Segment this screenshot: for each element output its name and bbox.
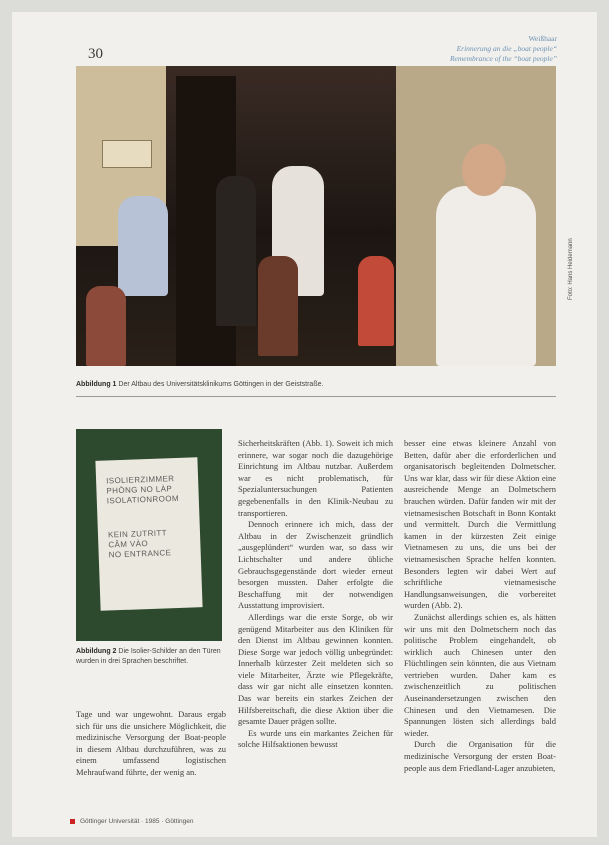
caption-divider bbox=[76, 396, 556, 397]
sign-line: NO ENTRANCE bbox=[108, 548, 172, 560]
text-column-3 bbox=[404, 438, 556, 774]
page-number: 30 bbox=[88, 46, 103, 62]
text-column-1 bbox=[76, 709, 226, 779]
sign-line: ISOLATIONROOM bbox=[106, 493, 180, 506]
running-head-title-en: Remembrance of the “boat people” bbox=[449, 54, 557, 63]
paragraph: Dennoch erinnere ich mich, dass der Altbau in der Zwischenzeit gründlich „ausgeplündert“ wurden war, so dass wir Lichtschalter und andere übliche Gebrauchsgegenstände dort wieder erneut besorgen mussten. Daher erfolgte die Beschaffung mit der notwendigen Ausstattung improvisiert. bbox=[238, 519, 393, 611]
footer-marker-icon bbox=[70, 819, 75, 824]
running-head bbox=[337, 34, 557, 64]
sign-line: PHÒNG NO LÀP bbox=[106, 484, 173, 496]
sign-line: KEIN ZUTRITT bbox=[107, 528, 168, 540]
text-column-2 bbox=[238, 438, 393, 751]
footer-text: Göttinger Universität · 1985 · Göttingen bbox=[80, 818, 194, 825]
figure1-caption bbox=[76, 381, 556, 388]
isolation-sign bbox=[95, 457, 202, 610]
paragraph: Tage und war ungewohnt. Daraus ergab sich für uns die unsichere Möglichkeit, die medizinische Versorgung der Boat-people in diesem Altbau durchzuführen, was zu einem umfassend logistischen Mehraufwand führte, der wenig an. bbox=[76, 709, 226, 777]
figure1-credit: Foto: Hans Heidemann bbox=[568, 238, 574, 300]
sign-line: ISOLIERZIMMER bbox=[105, 474, 175, 486]
footer bbox=[70, 818, 193, 825]
figure2-caption bbox=[76, 647, 226, 667]
paragraph: besser eine etwas kleinere Anzahl von Betten, dafür aber die erforderlichen und organisatorisch begleitenden Dolmetscher. Uns war klar, dass wir für diese Aktion eine ausreichende Menge an Dolmetschern brauchen würden. Dafür fanden wir mit der vietnamesischen Botschaft in Bonn Kontakt und vermittelt. Durch die Vermittlung kamen in der kürzesten Zeit einige Vietnamesen zu uns, die uns bei der vietnamesischen Sprache helfen konnten. Besonders legten wir dabei Wert auf schriftliche vietnamesische Handlungsanweisungen, die vorbereitet wurden (Abb. 2). bbox=[404, 438, 556, 611]
paragraph: Durch die Organisation für die medizinische Versorgung der ersten Boat-people aus dem Friedland-Lager anzubieten, bbox=[404, 739, 556, 773]
paragraph: Es wurde uns ein markantes Zeichen für solche Hilfsaktionen bewusst bbox=[238, 727, 393, 750]
paragraph: Zunächst allerdings schien es, als hätten wir uns mit den Dolmetschern noch das politische Problem eingehandelt, ob wirklich auch Chinesen unter den Flüchtlingen sein könnten, die aus Vietnam vertrieben wurden. Daher kam es zwischenzeitlich zu politischen Auseinandersetzungen zwischen den Chinesen und den Vietnamesen. Die Spannungen lösten sich allerdings bald wieder. bbox=[404, 611, 556, 738]
figure2-label: Abbildung 2 bbox=[76, 648, 117, 655]
paragraph: Allerdings war die erste Sorge, ob wir genügend Mitarbeiter aus den Kliniken für den Dienst im Altbau gewinnen konnten. Diese Sorge war jedoch völlig unbegründet: Innerhalb kürzester Zeit meldeten sich so viele Mitarbeiter, Ärzte wie Pflegekräfte, dass wir gar nicht alle einsetzen konnten. Das war bereits ein starkes Zeichen der Hilfsbereitschaft, die diese Aktion über die gesamte Dauer prägen sollte. bbox=[238, 611, 393, 727]
running-head-author: Weißhaar bbox=[528, 34, 557, 43]
figure1-photo bbox=[76, 66, 556, 366]
figure1-caption-text: Der Altbau des Universitätsklinikums Göttingen in der Geiststraße. bbox=[118, 381, 324, 388]
paragraph: Sicherheitskräften (Abb. 1). Soweit ich mich erinnere, war sogar noch die dazugehörige Einrichtung im Altbau nutzbar. Außerdem war es nicht problematisch, für Spezialuntersuchungen Patienten gegebenenfalls in den Klinik-Neubau zu transportieren. bbox=[238, 438, 393, 518]
figure2-caption-text: Die Isolier-Schilder an den Türen wurden in drei Sprachen beschriftet. bbox=[76, 648, 221, 665]
figure2-photo bbox=[76, 429, 222, 641]
figure1-label: Abbildung 1 bbox=[76, 381, 117, 388]
running-head-title-de: Erinnerung an die „boat people“ bbox=[456, 44, 557, 53]
sign-line: CÂM VÀO bbox=[108, 539, 149, 550]
